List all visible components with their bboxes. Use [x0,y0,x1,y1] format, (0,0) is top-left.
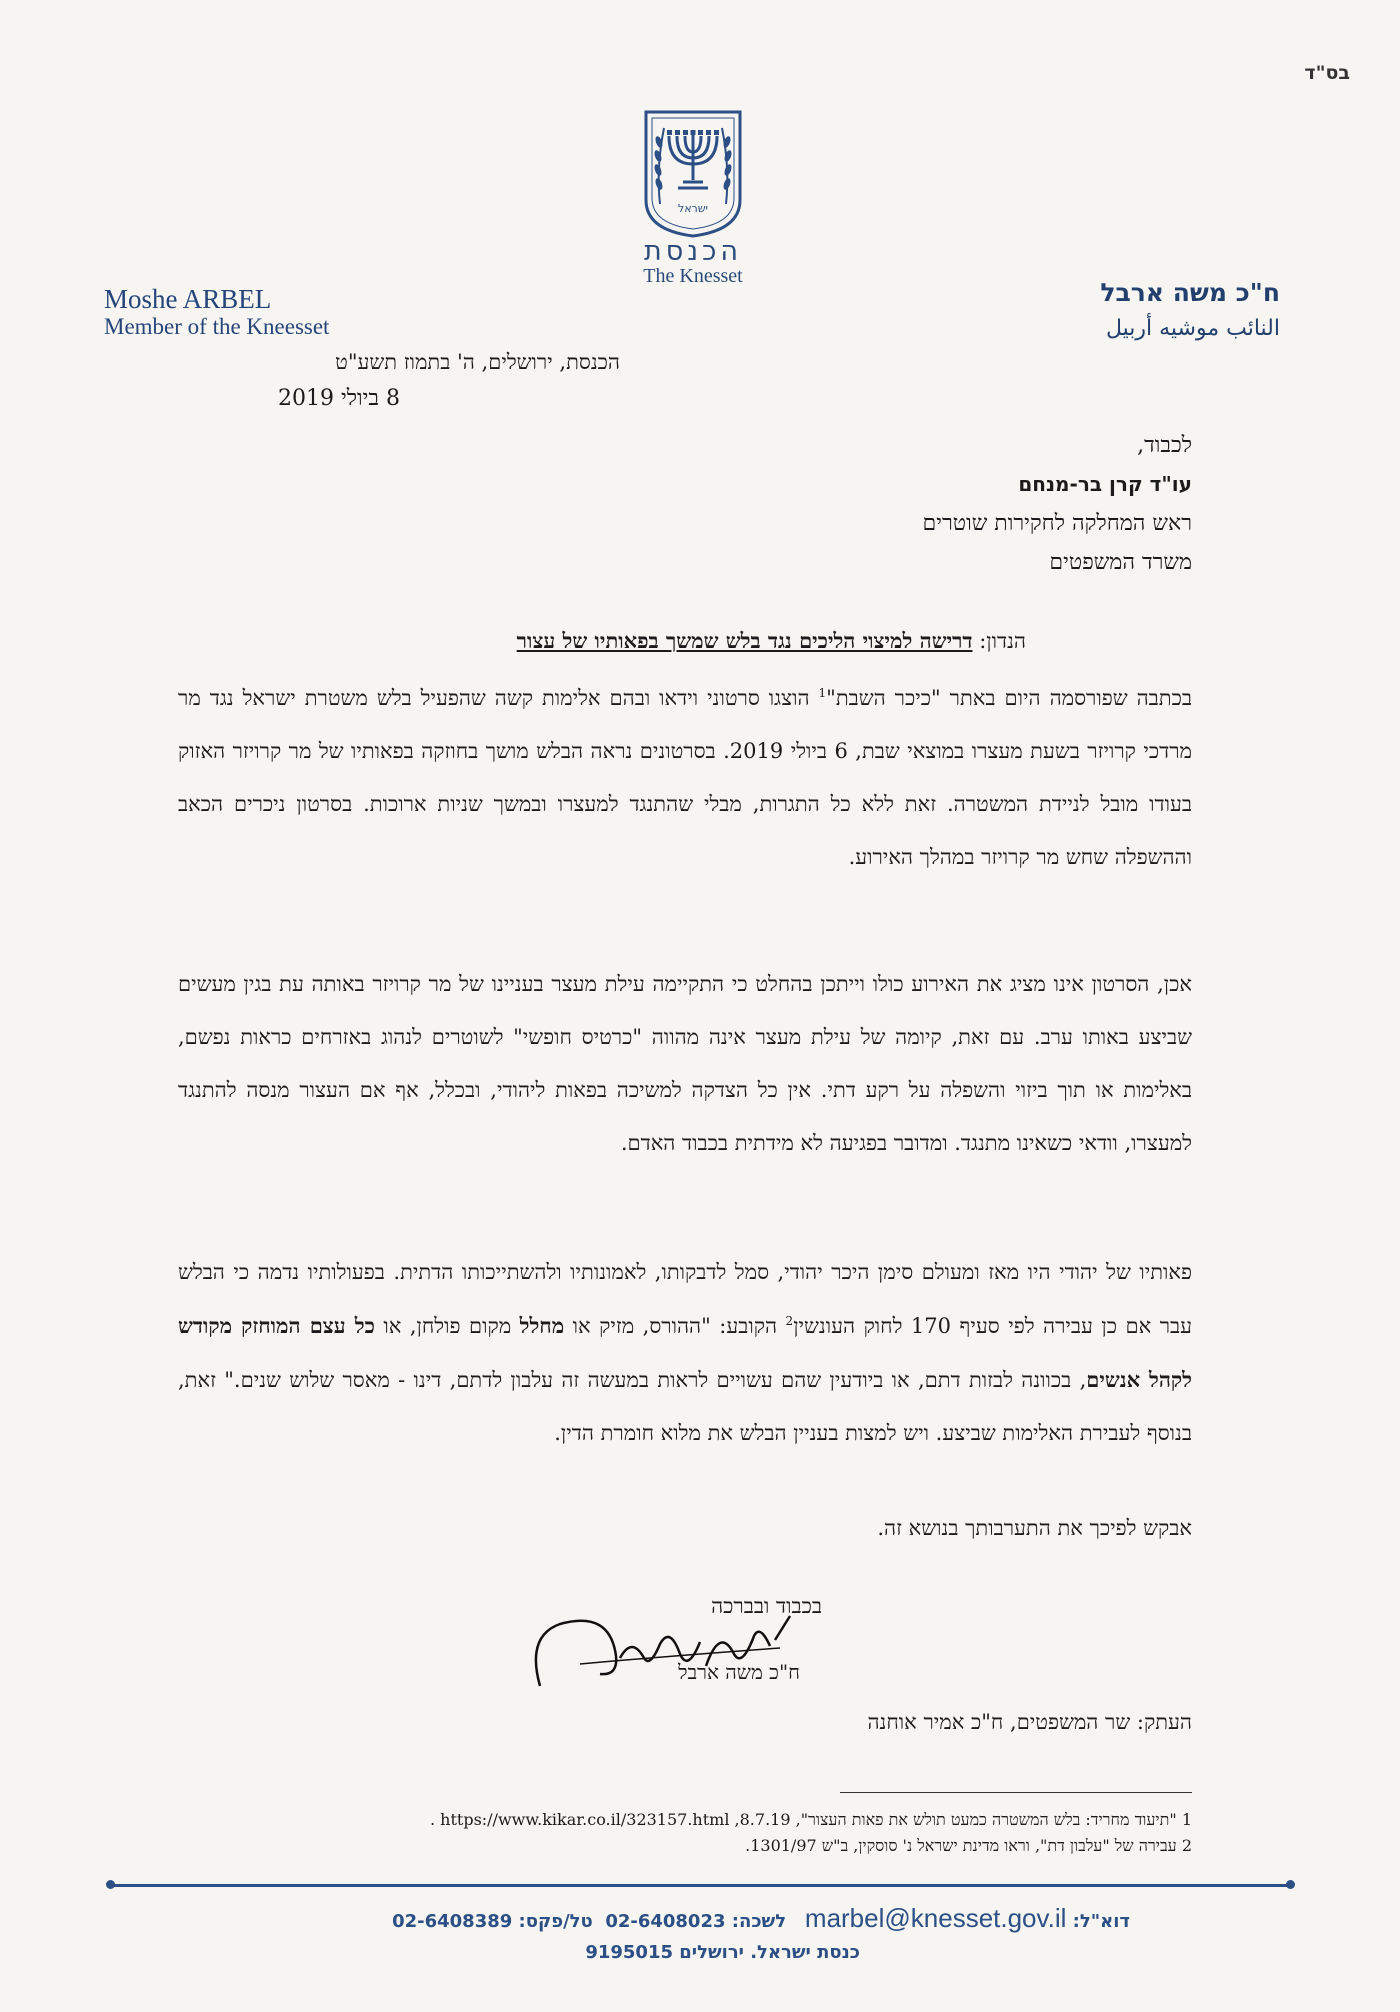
footnote-2: 2 עבירה של "עלבון דת", וראו מדינת ישראל נ' סוסקין, ב"ש 1301/97. [745,1836,1192,1855]
paragraph-text: בכתבה שפורסמה היום באתר "כיכר השבת" [826,686,1192,710]
knesset-emblem-icon [638,108,748,240]
footer-dot-right [1286,1880,1295,1889]
institution-english: The Knesset [643,265,743,287]
paragraph-bold: כל עצם המוחזק מקודש לקהל אנשים [178,1313,1192,1392]
signature-greeting: בכבוד ובברכה [711,1594,822,1618]
email-address[interactable]: marbel@knesset.gov.il [804,1903,1067,1933]
subject-line [300,628,1026,654]
sender-name-english: Moshe ARBEL [104,284,272,314]
paragraph-text: הוצגו סרטוני וידאו ובהם אלימות קשה שהפעיל בלש משטרת ישראל נגד מר מרדכי קרויזר בשעת מעצרו במוצאי שבת, 6 ביולי 2019. בסרטונים נראה הבלש מושך בחוזקה בפאותיו של מר קרויזר האזוק בעודו מובל לניידת המשטרה. זאת ללא כל התגרות, מבלי שהתנגד למעצרו ובמשך שניות ארוכות. בסרטון ניכרים הכאב וההשפלה שחש מר קרויזר במהלך האירוע. [178,686,1192,869]
closing-request: אבקש לפיכך את התערבותך בנושא זה. [877,1516,1192,1540]
addressee-block [760,426,1192,582]
footer-contact [200,1903,1130,1934]
handwritten-signature-icon [520,1596,820,1706]
addressee-greeting: לכבוד, [1137,433,1192,458]
paragraph-bold: מחלל [519,1313,565,1338]
besd-mark: בס"ד [1304,62,1350,84]
footer-address: כנסת ישראל. ירושלים 9195015 [585,1942,860,1963]
body-paragraph-1 [178,672,1192,884]
sender-title-english: Member of the Kneesset [104,314,330,339]
paragraph-text: פאותיו של יהודי היו מאז ומעולם סימן היכר יהודי, סמל לדבקותו, לאמונותיו ולהשתייכותו הדתית. בפעולותיו נדמה כי הבלש עבר אם כן עבירה לפי סעיף 170 לחוק העונשין [178,1260,1193,1338]
subject-label: הנדון: [979,629,1026,653]
body-paragraph-2: אכן, הסרטון אינו מציג את האירוע כולו וייתכן בהחלט כי התקיימה עילת מעצר בעניינו של מר קרויזר באותה עת בגין מעשים שביצע באותו ערב. עם זאת, קיומה של עילת מעצר אינה מהווה "כרטיס חופשי" לשוטרים לנהוג באזרחים כראות נפשם, באלימות או תוך ביזוי והשפלה על רקע דתי. אין כל הצדקה למשיכה בפאות ליהודי, ובכלל, אף אם העצור מנסה להתנגד למעצרו, וודאי כשאינו מתנגד. ומדובר בפגיעה לא מידתית בכבוד האדם. [178,972,1192,1155]
office-phone: לשכה: 02-6408023 [605,1911,787,1932]
addressee-role: ראש המחלקה לחקירות שוטרים [922,511,1192,536]
paragraph-text: הקובע: "ההורס, מזיק או [564,1314,786,1338]
signature-name: ח"כ משה ארבל [678,1660,800,1684]
paragraph-text: , בכוונה לבזות דתם, או ביודעין שהם עשויים לראות במעשה זה עלבון לדתם, דינו - מאסר שלוש שנים." זאת, בנוסף לעבירת האלימות שביצע. ויש למצות בעניין הבלש את מלוא חומרת הדין. [178,1368,1192,1445]
addressee-name: עו"ד קרן בר-מנחם [1018,472,1192,496]
email-label: דוא"ל: [1072,1911,1130,1932]
footnote-1: 1 "תיעוד מחריד: בלש המשטרה כמעט תולש את פאות העצור", 8.7.19, https://www.kikar.co.il/323157.html . [429,1810,1192,1829]
footnote-ref-2: 2 [785,1314,794,1328]
subject-text: דרישה למיצוי הליכים נגד בלש שמשך בפאותיו של עצור [516,628,973,653]
footnote-ref-1: 1 [818,686,827,700]
sender-name-hebrew: ח"כ משה ארבל [1100,278,1280,307]
footer-dot-left [106,1880,115,1889]
date-hebrew: הכנסת, ירושלים, ה' בתמוז תשע"ט [335,350,620,374]
paragraph-text: מקום פולחן, או [374,1314,520,1338]
sender-name-arabic: النائب موشيه أربيل [1105,316,1280,341]
emblem-text: ישראל [677,202,709,215]
copy-to: העתק: שר המשפטים, ח"כ אמיר אוחנה [867,1710,1192,1734]
addressee-office: משרד המשפטים [1049,550,1192,575]
telfax: טל/פקס: 02-6408389 [392,1911,593,1932]
body-paragraph-3 [178,1246,1192,1460]
footnote-divider [840,1792,1192,1793]
institution-hebrew: הכנסת [644,236,742,267]
date-gregorian: 8 ביולי 2019 [277,386,400,411]
footer-divider [110,1884,1290,1887]
